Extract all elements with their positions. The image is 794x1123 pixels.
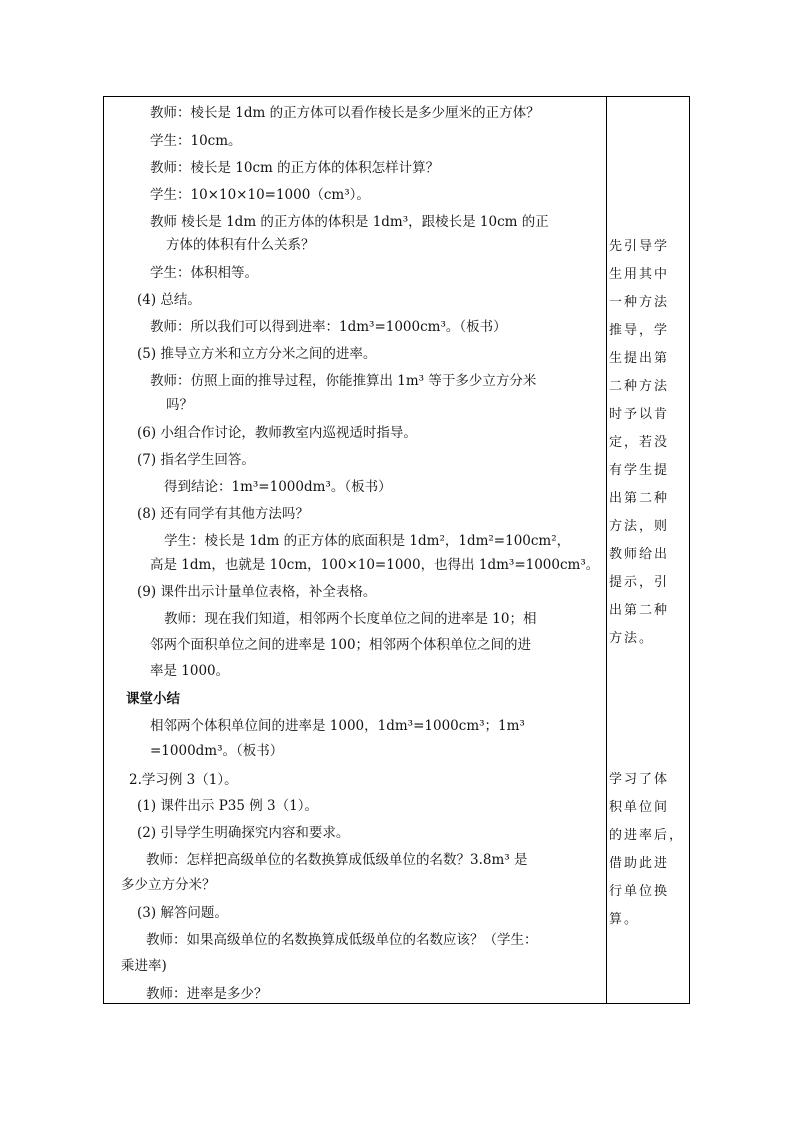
side-note-line: 二种方法 xyxy=(609,379,670,394)
text-line: 教师：怎样把高级单位的名数换算成低级单位的名数？3.8m³ 是 xyxy=(146,852,528,868)
text-line: 吗？ xyxy=(166,397,193,413)
side-note-line: 时予以肯 xyxy=(609,407,670,422)
text-line: 得到结论：1m³=1000dm³。（板书） xyxy=(164,479,392,495)
text-line: 高是 1dm，也就是 10cm，100×10=1000，也得出 1dm³=1000cm³。 xyxy=(150,557,600,573)
column-divider xyxy=(606,97,607,1003)
text-line: (6) 小组合作讨论，教师教室内巡视适时指导。 xyxy=(137,425,417,441)
side-note-line: 教师给出 xyxy=(609,547,670,562)
text-line: 方体的体积有什么关系？ xyxy=(166,237,315,253)
text-line: 相邻两个体积单位间的进率是 1000，1dm³=1000cm³；1m³ xyxy=(150,718,525,734)
side-note-line: 推导，学 xyxy=(609,323,670,338)
text-line: (5) 推导立方米和立方分米之间的进率。 xyxy=(137,346,377,362)
text-line: (9) 课件出示计量单位表格，补全表格。 xyxy=(137,584,377,600)
text-line: 学生：10×10×10=1000（cm³）。 xyxy=(150,187,370,203)
side-note-line: 提示，引 xyxy=(609,575,670,590)
side-note-line: 生提出第 xyxy=(609,351,670,366)
text-line: 学生：体积相等。 xyxy=(150,265,258,281)
side-note-line: 借助此进 xyxy=(609,856,670,871)
side-note-line: 的进率后， xyxy=(609,828,685,843)
text-line: 邻两个面积单位之间的进率是 100；相邻两个体积单位之间的进 xyxy=(150,637,532,653)
text-line: (3) 解答问题。 xyxy=(137,905,228,921)
text-line: 多少立方分米？ xyxy=(121,877,216,893)
text-line: 教师：棱长是 10cm 的正方体的体积怎样计算？ xyxy=(150,160,440,176)
side-note-line: 先引导学 xyxy=(609,239,670,254)
text-line: 教师：进率是多少？ xyxy=(146,986,268,1002)
side-note-line: 有学生提 xyxy=(609,463,670,478)
text-line: 率是 1000。 xyxy=(150,663,230,679)
side-note-line: 方法，则 xyxy=(609,519,670,534)
side-note-line: 出第二种 xyxy=(609,603,670,618)
side-note-line: 一种方法 xyxy=(609,295,670,310)
text-line: 学生：10cm。 xyxy=(150,133,242,149)
side-note-line: 出第二种 xyxy=(609,491,670,506)
text-line: 学生：棱长是 1dm 的正方体的底面积是 1dm²，1dm²=100cm²， xyxy=(164,533,571,549)
side-note-line: 行单位换 xyxy=(609,884,670,899)
text-line: 教师：如果高级单位的名数换算成低级单位的名数应该？（学生： xyxy=(146,932,538,948)
text-line: 2.学习例 3（1）。 xyxy=(129,772,238,788)
side-note-line: 定，若没 xyxy=(609,435,670,450)
section-heading: 课堂小结 xyxy=(126,691,180,707)
text-line: (2) 引导学生明确探究内容和要求。 xyxy=(137,825,350,841)
text-line: 教师：仿照上面的推导过程，你能推算出 1m³ 等于多少立方分米 xyxy=(150,373,537,389)
text-line: 乘进率) xyxy=(121,958,167,974)
text-line: (7) 指名学生回答。 xyxy=(137,452,255,468)
text-line: 教师：现在我们知道，相邻两个长度单位之间的进率是 10；相 xyxy=(164,611,537,627)
side-note-line: 算。 xyxy=(609,912,640,927)
text-line: 教师：所以我们可以得到进率：1dm³=1000cm³。（板书） xyxy=(150,319,507,335)
text-line: (1) 课件出示 P35 例 3（1）。 xyxy=(137,798,318,814)
text-line: 教师 棱长是 1dm 的正方体的体积是 1dm³，跟棱长是 10cm 的正 xyxy=(150,214,549,230)
text-line: =1000dm³。（板书） xyxy=(150,743,284,759)
text-line: (8) 还有同学有其他方法吗？ xyxy=(137,506,309,522)
side-note-line: 方法。 xyxy=(609,631,655,646)
text-line: 教师：棱长是 1dm 的正方体可以看作棱长是多少厘米的正方体？ xyxy=(150,105,540,121)
side-note-line: 积单位间 xyxy=(609,800,670,815)
side-note-line: 生用其中 xyxy=(609,267,670,282)
text-line: (4) 总结。 xyxy=(137,292,201,308)
side-note-line: 学习了体 xyxy=(609,772,670,787)
